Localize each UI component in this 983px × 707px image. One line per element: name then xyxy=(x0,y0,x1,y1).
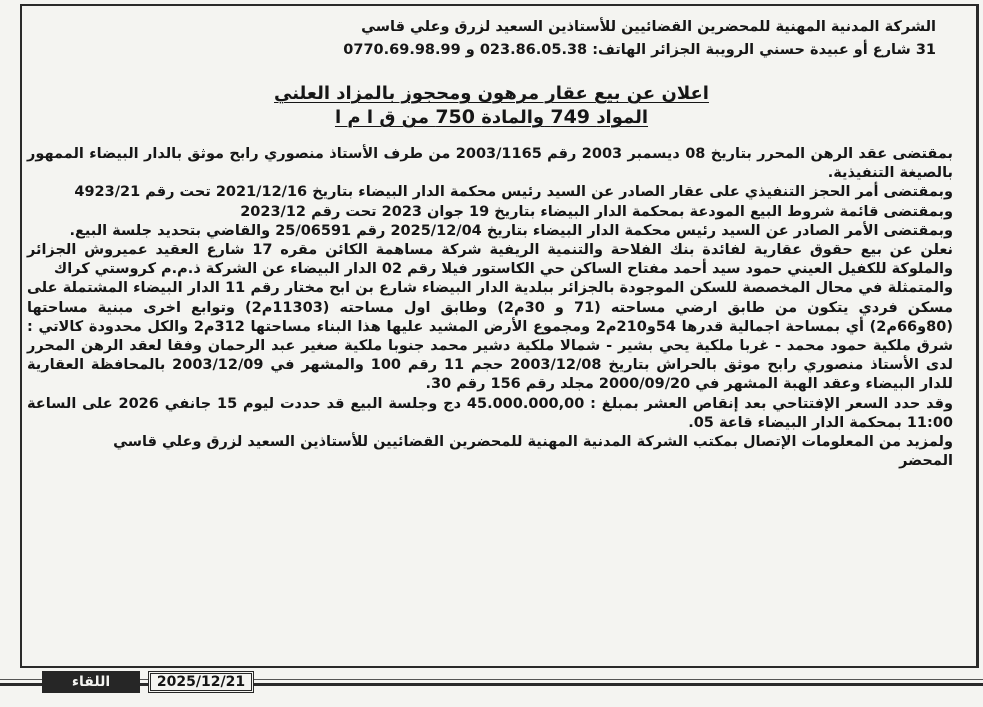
body-paragraph: بمقتضى عقد الرهن المحرر بتاريخ 08 ديسمبر 2003 رقم 2003/1165 من طرف الأستاذ منصوري رابح موثق بالدار البيضاء الممهور بالصيغة التنفيذية. xyxy=(27,146,953,182)
announcement-title: اعلان عن بيع عقار مرهون ومحجوز بالمزاد العلني xyxy=(274,83,709,104)
article-number-1: 749 xyxy=(550,106,591,128)
office-name: الشركة المدنية المهنية للمحضرين القضائيين للأستاذين السعيد لزرق وعلي قاسي xyxy=(361,19,936,35)
body-paragraph: وقد حدد السعر الإفتتاحي بعد إنقاص العشر بمبلغ : 45.000.000,00 دج وجلسة البيع قد حددت ليوم 15 جانفي 2026 على الساعة 11:00 بمحكمة الدار البيضاء قاعة 05. xyxy=(27,395,954,431)
subtitle-mid: والمادة xyxy=(481,107,545,128)
announcement-body xyxy=(27,145,953,471)
subtitle-suffix: من ق ا م ا xyxy=(334,107,430,128)
signature-line: المحضر xyxy=(899,453,953,470)
announcement-subtitle xyxy=(0,107,983,128)
body-paragraph: وبمقتضى قائمة شروط البيع المودعة بمحكمة الدار البيضاء بتاريخ 19 جوان 2023 تحت رقم 2023/12 xyxy=(240,203,953,220)
body-paragraph: نعلن عن بيع حقوق عقارية لفائدة بنك الفلاحة والتنمية الريفية شركة مساهمة الكائن مقره 17 شارع العقيد عميروش الجزائر والملوكة للكفيل العيني حمود سيد أحمد مفتاح الساكن حي الكاستور فيلا رقم 02 الدار البيضاء عن الشركة ذ.م.م كروستي كراك xyxy=(27,242,954,278)
body-paragraph: وبمقتضى الأمر الصادر عن السيد رئيس محكمة الدار البيضاء بتاريخ 2025/12/04 رقم 25/06591 والقاضي بتحديد جلسة البيع. xyxy=(69,222,953,239)
publication-date: 2025/12/21 xyxy=(148,671,254,693)
subtitle-prefix: المواد xyxy=(596,107,649,128)
article-number-2: 750 xyxy=(435,106,475,128)
body-paragraph: والمتمثلة في محال المخصصة للسكن الموجودة بالجزائر ببلدية الدار البيضاء شارع بن ابح مختار رقم 11 الدار البيضاء المشتملة على مسكن فردي يتكون من طابق ارضي مساحته (71 و 30م2) وطابق اول مساحته (11303م2) وتوابع اخرى مبنية مساحتها (80و66م2) أي بمساحة اجمالية قدرها 54و210م2 ومجموع الأرض المشيد عليها هذا البناء مساحتها 312م2 والكل محدودة كالاتي : شرق ملكية حمود محمد - غربا ملكية يحي بشير - شمالا ملكية دشير محمد جنوبا ملكية صغير عبد الرحمان وفقا لعقد الرهن المحرر لدى الأستاذ منصوري رابح موثق بالحراش بتاريخ 2003/12/08 حجم 11 رقم 100 والمشهر في 2003/12/09 بالمحافظة العقارية للدار البيضاء وعقد الهبة المشهر في 2000/09/20 مجلد رقم 156 رقم 30. xyxy=(27,280,954,393)
body-paragraph: ولمزيد من المعلومات الإتصال بمكتب الشركة المدنية المهنية للمحضرين القضائيين للأستاذين السعيد لزرق وعلي قاسي xyxy=(113,434,953,451)
body-paragraph: وبمقتضى أمر الحجز التنفيذي على عقار الصادر عن السيد رئيس محكمة الدار البيضاء بتاريخ 2021/12/16 تحت رقم 4923/21 xyxy=(74,184,953,201)
newspaper-name: اللقاء xyxy=(42,671,140,693)
office-address: 31 شارع أو عبيدة حسني الرويبة الجزائر الهاتف: 023.86.05.38 و 0770.69.98.99 xyxy=(343,42,936,58)
